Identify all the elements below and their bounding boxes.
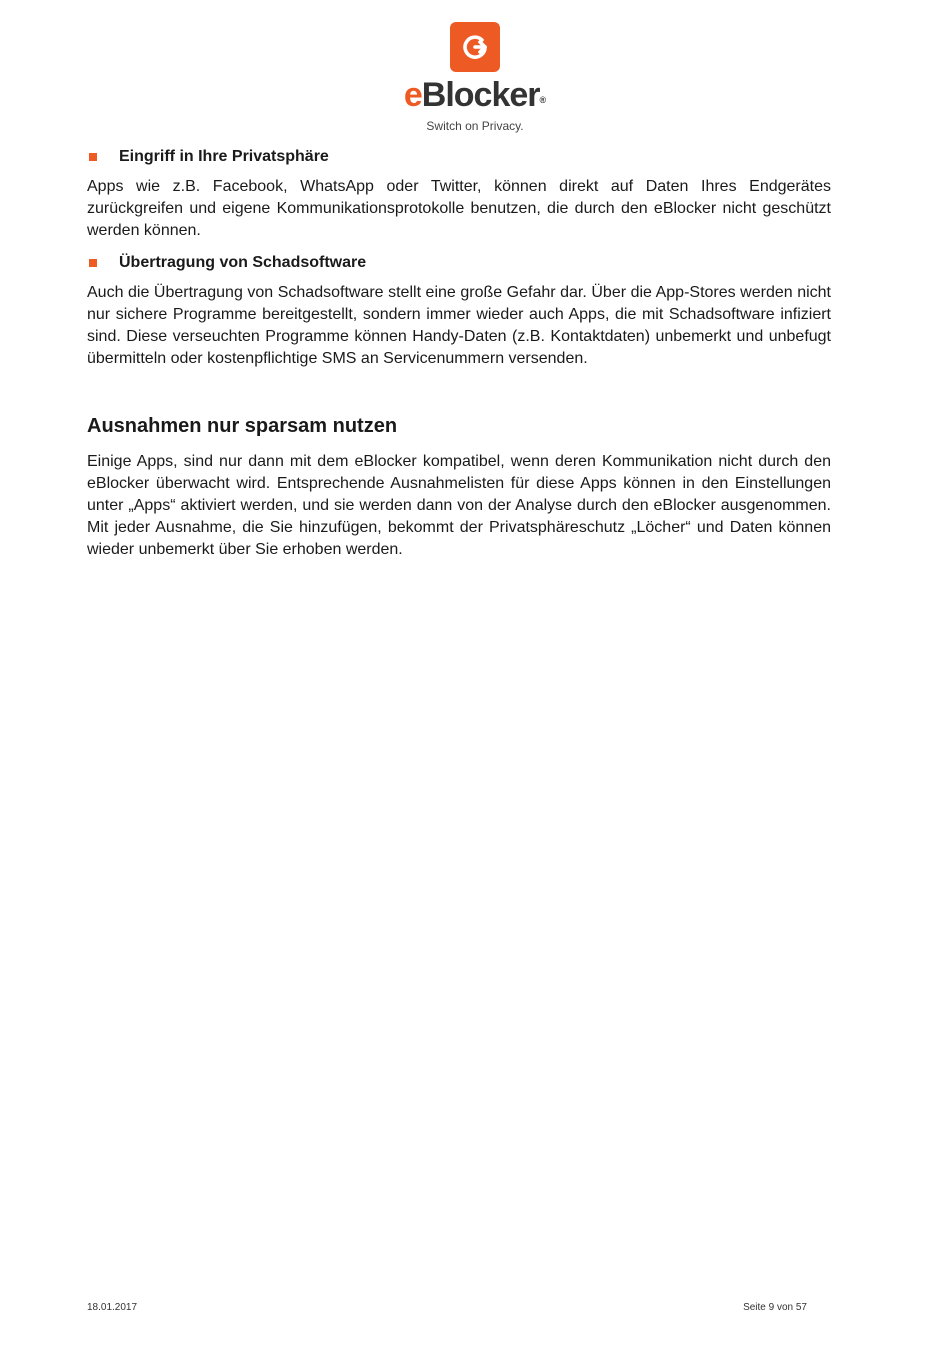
brand-tagline: Switch on Privacy. bbox=[426, 119, 524, 133]
bullet-square-icon bbox=[89, 153, 97, 161]
privacy-heading: Eingriff in Ihre Privatsphäre bbox=[87, 146, 831, 168]
footer-date: 18.01.2017 bbox=[87, 1302, 138, 1313]
footer-page-number: Seite 9 von 57 bbox=[743, 1302, 807, 1313]
brand-wordmark: eBlocker® bbox=[403, 76, 547, 114]
privacy-paragraph: Apps wie z.B. Facebook, WhatsApp oder Twitter, können direkt auf Daten Ihres Endgerätes zurückgreifen und eigene Kommunikationsprotokolle benutzen, die durch den eBlocker nicht geschützt werden können. bbox=[87, 178, 831, 239]
exceptions-title: Ausnahmen nur sparsam nutzen bbox=[87, 415, 398, 437]
power-refresh-icon bbox=[450, 22, 500, 72]
exceptions-paragraph: Einige Apps, sind nur dann mit dem eBlocker kompatibel, wenn deren Kommunikation nicht durch den eBlocker überwacht wird. Entsprechende Ausnahmelisten für diese Apps können in den Einstellungen unter „Apps“ aktiviert werden, und sie werden dann von der Analyse durch den eBlocker ausgenommen. Mit jeder Ausnahme, die Sie hinzufügen, bekommt der Privatsphäreschutz „Löcher“ und Daten können wieder unbemerkt über Sie erhoben werden. bbox=[87, 453, 831, 558]
document-body bbox=[87, 146, 831, 571]
malware-paragraph: Auch die Übertragung von Schadsoftware stellt eine große Gefahr dar. Über die App-Stores werden nicht nur sichere Programme bereitgestellt, sondern immer wieder auch Apps, die mit Schadsoftware infiziert sind. Diese verseuchten Programme können Handy-Daten (z.B. Kontaktdaten) unbemerkt und unbefugt übermitteln oder kostenpflichtige SMS an Servicenummern versenden. bbox=[87, 284, 831, 367]
eblocker-logo bbox=[0, 22, 950, 133]
bullet-square-icon bbox=[89, 259, 97, 267]
malware-heading: Übertragung von Schadsoftware bbox=[87, 252, 831, 274]
